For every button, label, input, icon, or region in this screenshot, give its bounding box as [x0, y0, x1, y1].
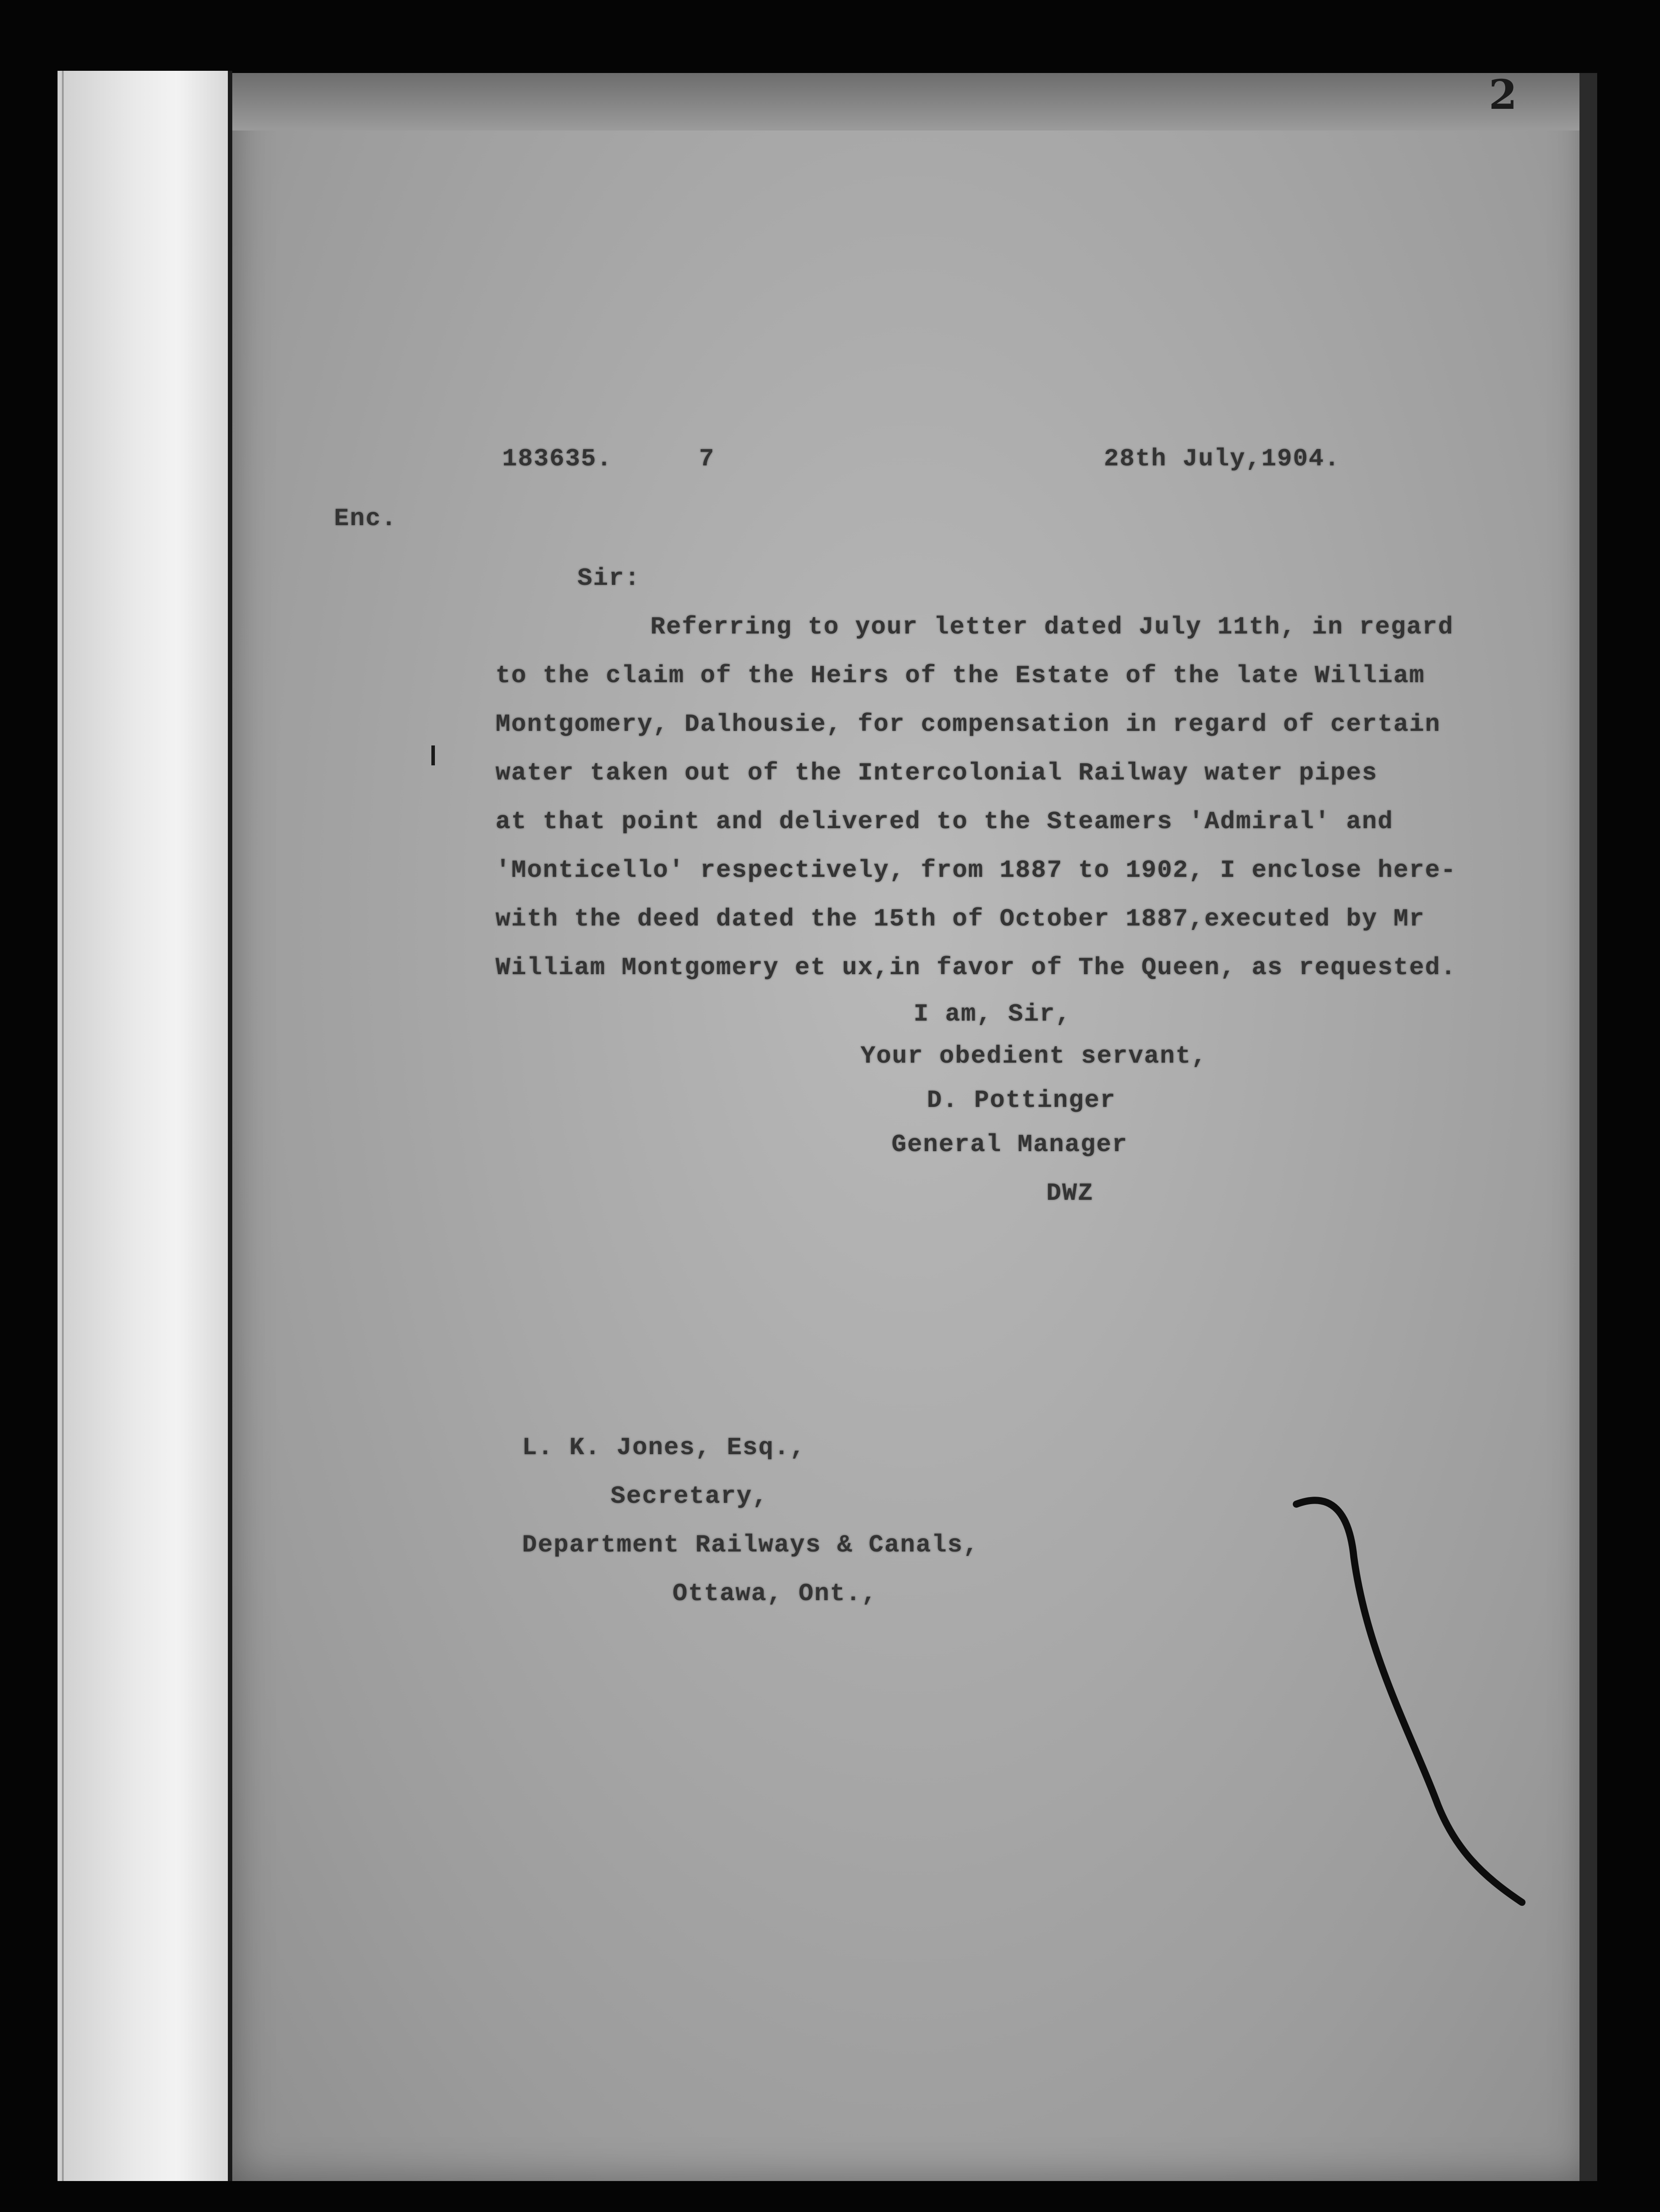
- body-line: 'Monticello' respectively, from 1887 to 1902, I enclose here-: [496, 856, 1456, 884]
- folio-number: 2: [1489, 71, 1518, 119]
- body-line: with the deed dated the 15th of October 1887,executed by Mr: [496, 905, 1425, 933]
- page-top-shadow: [232, 73, 1591, 131]
- binding-strip: [58, 71, 232, 2181]
- enclosure-note: Enc.: [334, 504, 397, 533]
- margin-mark: [431, 745, 435, 765]
- addressee-name: L. K. Jones, Esq.,: [522, 1433, 806, 1462]
- signatory-title: General Manager: [891, 1130, 1128, 1159]
- body-line: Montgomery, Dalhousie, for compensation in regard of certain: [496, 710, 1441, 738]
- letter-date: 28th July,1904.: [1104, 445, 1341, 473]
- closing-line: I am, Sir,: [914, 1000, 1072, 1028]
- body-line: William Montgomery et ux,in favor of The Queen, as requested.: [496, 953, 1456, 982]
- closing-line: Your obedient servant,: [861, 1042, 1207, 1070]
- signatory-name: D. Pottinger: [927, 1086, 1116, 1114]
- page-right-edge: [1579, 73, 1597, 2181]
- binding-edge: [62, 71, 64, 2181]
- body-line: Referring to your letter dated July 11th, in regard: [650, 613, 1454, 641]
- salutation: Sir:: [577, 564, 641, 592]
- reference-mark: 7: [699, 445, 715, 473]
- file-reference: 183635.: [502, 445, 613, 473]
- addressee-title: Secretary,: [611, 1482, 769, 1510]
- addressee-department: Department Railways & Canals,: [522, 1531, 979, 1559]
- addressee-city: Ottawa, Ont.,: [672, 1579, 877, 1608]
- body-line: to the claim of the Heirs of the Estate of the late William: [496, 661, 1425, 690]
- body-line: at that point and delivered to the Steamers 'Admiral' and: [496, 807, 1394, 836]
- pen-stroke: [1292, 1486, 1540, 1911]
- body-line: water taken out of the Intercolonial Railway water pipes: [496, 759, 1378, 787]
- typist-initials: DWZ: [1046, 1179, 1094, 1207]
